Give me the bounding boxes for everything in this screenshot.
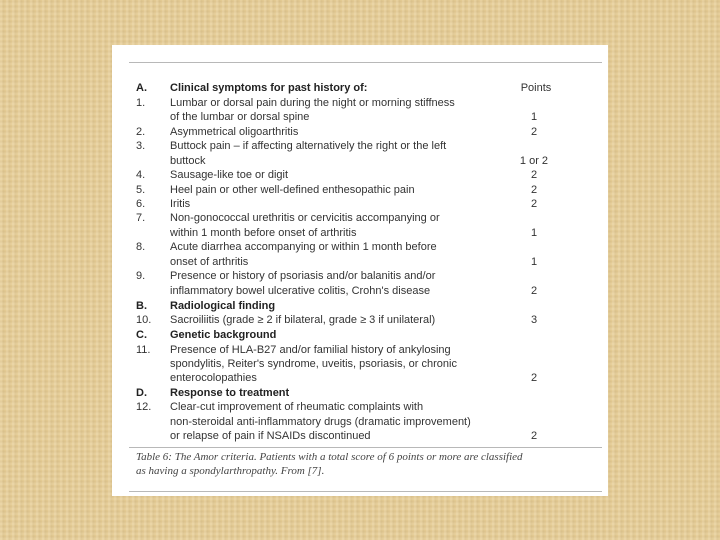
criteria-row [136,269,576,283]
item-number: C. [136,329,147,341]
item-number: 3. [136,140,146,152]
points-value: 2 [530,169,538,181]
points-value: Points [520,82,552,94]
criteria-row [136,139,576,153]
criteria-row [136,371,576,385]
criterion-text: Heel pain or other well-defined enthesopathic pain [170,184,415,196]
item-number: 5. [136,184,146,196]
points-value: 3 [530,314,538,326]
criteria-row [136,211,576,225]
criterion-text: Buttock pain – if affecting alternatively the right or the left [170,140,447,152]
criteria-row [136,168,576,182]
criteria-row [136,284,576,298]
item-number: 7. [136,212,146,224]
criterion-text: Acute diarrhea accompanying or within 1 month before [170,241,437,253]
section-title: Genetic background [170,329,277,341]
item-number: B. [136,300,147,312]
item-number: 2. [136,126,146,138]
caption-line-2: as having a spondylarthropathy. From [7]. [136,465,325,477]
section-title: Radiological finding [170,300,276,312]
criterion-text: Iritis [170,198,191,210]
item-number: 4. [136,169,146,181]
item-number: 10. [136,314,152,326]
points-value: 2 [530,184,538,196]
criteria-row [136,154,576,168]
criterion-text: Lumbar or dorsal pain during the night or morning stiffness [170,97,455,109]
criterion-text: Non-gonococcal urethritis or cervicitis accompanying or [170,212,440,224]
criteria-row [136,400,576,414]
criterion-text: onset of arthritis [170,256,249,268]
bottom-rule [129,491,602,492]
criterion-text: buttock [170,155,206,167]
criteria-row [136,255,576,269]
points-value: 2 [530,126,538,138]
criteria-row [136,429,576,443]
item-number: 6. [136,198,146,210]
criterion-text: Presence or history of psoriasis and/or balanitis and/or [170,270,436,282]
points-value: 1 [530,227,538,239]
item-number: D. [136,387,147,399]
item-number: 11. [136,344,151,356]
criterion-text: Presence of HLA-B27 and/or familial history of ankylosing [170,344,451,356]
section-header-row [136,299,576,313]
item-number: 12. [136,401,152,413]
document-card [112,45,608,496]
item-number: 8. [136,241,146,253]
points-value: 1 [530,111,538,123]
criteria-row [136,415,576,429]
criteria-row [136,183,576,197]
criterion-text: Clear-cut improvement of rheumatic complaints with [170,401,424,413]
criterion-text: Sausage-like toe or digit [170,169,289,181]
criteria-row [136,226,576,240]
section-title: Response to treatment [170,387,290,399]
criterion-text: enterocolopathies [170,372,257,384]
points-value: 2 [530,198,538,210]
criteria-row [136,125,576,139]
criteria-row [136,343,576,357]
criteria-row [136,197,576,211]
criteria-row [136,110,576,124]
criterion-text: non-steroidal anti-inflammatory drugs (dramatic improvement) [170,416,471,428]
points-value: 2 [530,430,538,442]
top-rule [129,62,602,63]
criterion-text: within 1 month before onset of arthritis [170,227,357,239]
section-header-row [136,81,576,95]
criterion-text: spondylitis, Reiter's syndrome, uveitis, psoriasis, or chronic [170,358,457,370]
criterion-text: Sacroiliitis (grade ≥ 2 if bilateral, grade ≥ 3 if unilateral) [170,314,436,326]
points-value: 2 [530,285,538,297]
points-value: 2 [530,372,538,384]
criteria-row [136,240,576,254]
criteria-row [136,96,576,110]
section-header-row [136,328,576,342]
criterion-text: or relapse of pain if NSAIDs discontinued [170,430,371,442]
criteria-row [136,357,576,371]
criterion-text: inflammatory bowel ulcerative colitis, Crohn's disease [170,285,431,297]
section-header-row [136,386,576,400]
table-caption [136,450,586,478]
section-title: Clinical symptoms for past history of: [170,82,368,94]
criterion-text: Asymmetrical oligoarthritis [170,126,299,138]
criteria-row [136,313,576,327]
item-number: A. [136,82,147,94]
caption-rule [129,447,602,448]
caption-line-1: Table 6: The Amor criteria. Patients with a total score of 6 points or more are classified [136,451,523,463]
points-value: 1 or 2 [519,155,549,167]
item-number: 1. [136,97,146,109]
points-value: 1 [530,256,538,268]
item-number: 9. [136,270,146,282]
criterion-text: of the lumbar or dorsal spine [170,111,310,123]
